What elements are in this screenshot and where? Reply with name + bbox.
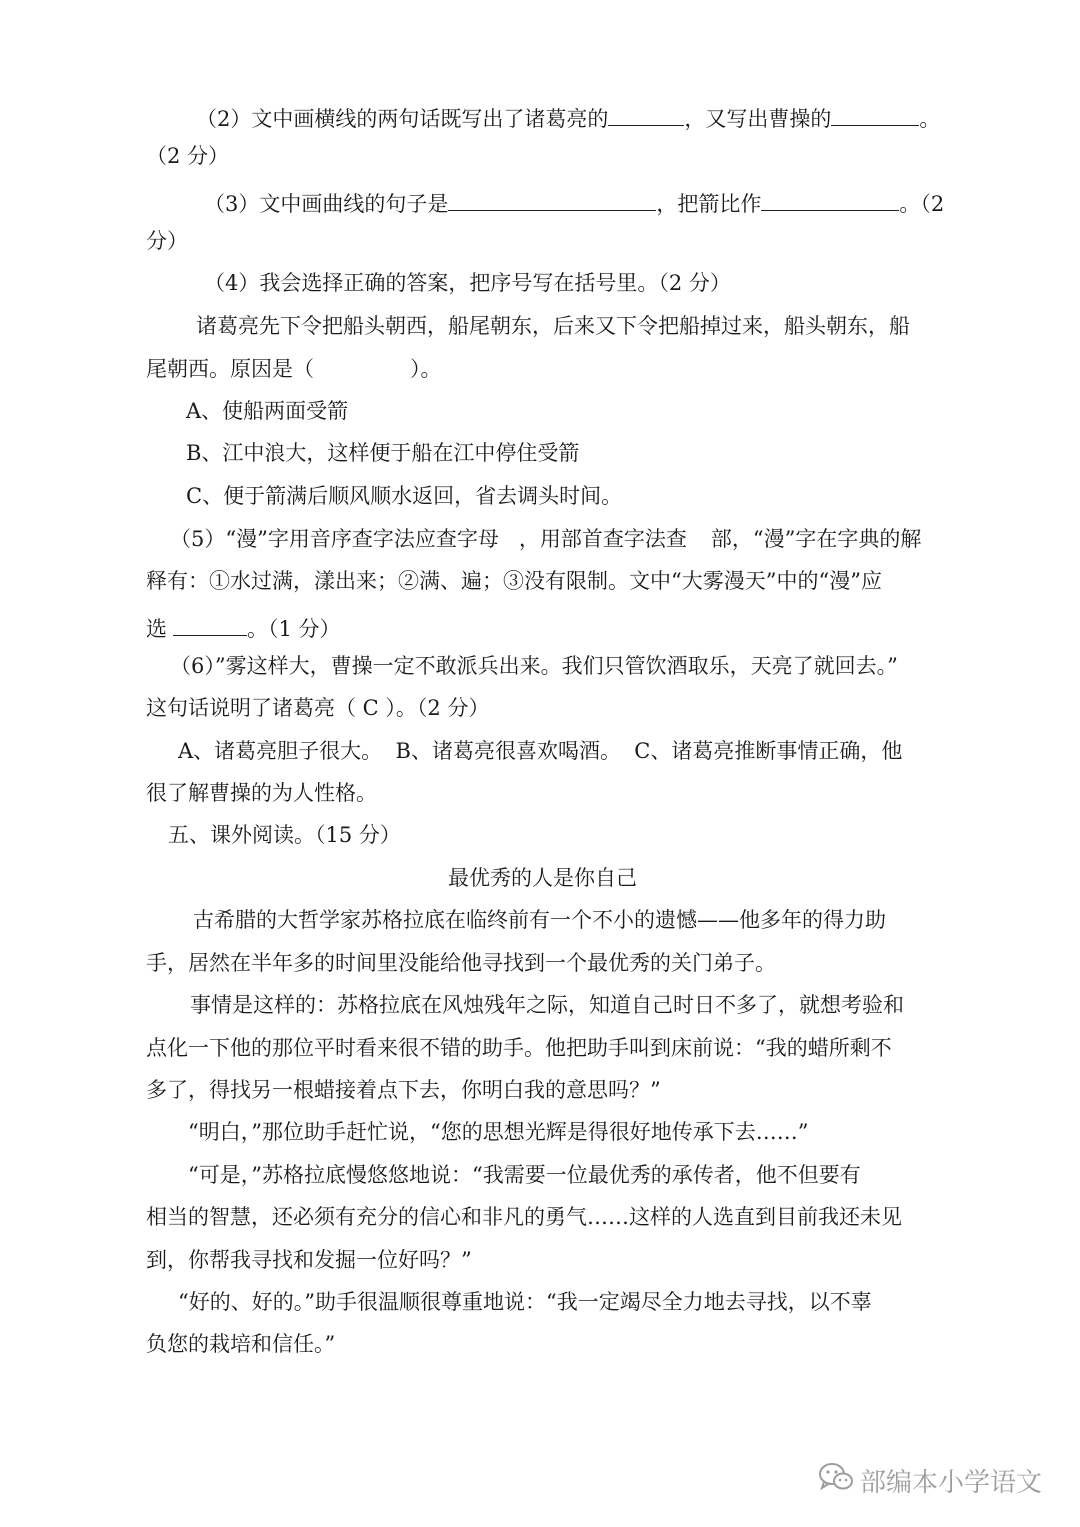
q6-line-2: 这句话说明了诸葛亮（ C ）。（2 分） (146, 696, 490, 720)
q5-blank (173, 613, 247, 636)
article-title: 最优秀的人是你自己 (448, 866, 637, 890)
paragraph-line: 多了，得找另一根蜡接着点下去，你明白我的意思吗？” (146, 1078, 661, 1102)
paragraph-line: 相当的智慧，还必须有充分的信心和非凡的勇气……这样的人选直到目前我还未见 (146, 1205, 902, 1229)
q3-text-b: ，把箭比作 (656, 192, 762, 217)
q4-stem-2-a: 尾朝西。原因是（ (146, 357, 314, 381)
section-5-heading: 五、课外阅读。（15 分） (168, 823, 401, 847)
paragraph-line: 负您的栽培和信任。” (146, 1332, 336, 1356)
paragraph-line: 手，居然在半年多的时间里没能给他寻找到一个最优秀的关门弟子。 (146, 951, 776, 975)
q5-text-b: ，用部首查字法查 (518, 527, 687, 551)
q5-text-a: （5）“漫”字用音序查字法应查字母 (170, 527, 499, 551)
q3-line-2: 分） (146, 229, 188, 253)
wechat-icon (818, 1462, 854, 1499)
paragraph-line: 点化一下他的那位平时看来很不错的助手。他把助手叫到床前说：“我的蜡所剩不 (146, 1036, 892, 1060)
q3-blank-1 (448, 188, 656, 211)
q6-line-1: （6）”雾这样大，曹操一定不敢派兵出来。我们只管饮酒取乐，天亮了就回去。” (170, 654, 898, 678)
q3-text-c: 。（2 (899, 192, 945, 217)
q3-text-a: （3）文中画曲线的句子是 (204, 192, 449, 217)
q4-stem-2 (146, 359, 442, 380)
paragraph-line: 到，你帮我寻找和发掘一位好吗？” (146, 1248, 472, 1272)
q2-blank-1 (608, 103, 684, 126)
q2-text-b: ，又写出曹操的 (684, 107, 832, 132)
paragraph-line: “可是，”苏格拉底慢悠悠地说：“我需要一位最优秀的承传者，他不但要有 (188, 1163, 861, 1187)
paragraph-line: “明白，”那位助手赶忙说，“您的思想光辉是得很好地传承下去……” (188, 1120, 809, 1144)
q5-text-e: 。（1 分） (247, 617, 341, 642)
q2-text-a: （2）文中画横线的两句话既写出了诸葛亮的 (196, 107, 609, 132)
q5-line-1 (170, 529, 921, 550)
q2-blank-2 (831, 103, 919, 126)
q6-line-3: A、诸葛亮胆子很大。 B、诸葛亮很喜欢喝酒。 C、诸葛亮推断事情正确，他 (178, 739, 903, 763)
q4-prompt: （4）我会选择正确的答案，把序号写在括号里。（2 分） (204, 271, 731, 295)
q4-option-c: C、便于箭满后顺风顺水返回，省去调头时间。 (186, 484, 623, 508)
q3-line-1 (204, 188, 944, 215)
q4-option-a: A、使船两面受箭 (186, 399, 349, 423)
q5-line-3 (146, 613, 341, 640)
watermark-text: 部编本小学语文 (860, 1468, 1043, 1498)
q2-text-c: 。 (919, 107, 941, 132)
paragraph-line: 古希腊的大哲学家苏格拉底在临终前有一个不小的遗憾——他多年的得力助 (193, 908, 886, 932)
paragraph-line: “好的、好的。”助手很温顺很尊重地说：“我一定竭尽全力地去寻找，以不辜 (178, 1290, 872, 1314)
q4-option-b: B、江中浪大，这样便于船在江中停住受箭 (186, 441, 580, 465)
q4-stem-1: 诸葛亮先下令把船头朝西，船尾朝东，后来又下令把船掉过来，船头朝东，船 (196, 314, 910, 338)
paragraph-line: 事情是这样的：苏格拉底在风烛残年之际，知道自己时日不多了，就想考验和 (190, 993, 904, 1017)
q3-blank-2 (761, 188, 899, 211)
q6-line-4: 很了解曹操的为人性格。 (146, 781, 377, 805)
q5-line-2: 释有：①水过满，漾出来；②满、遍；③没有限制。文中“大雾漫天”中的“漫”应 (146, 569, 882, 593)
q5-text-c: 部，“漫”字在字典的解 (710, 527, 922, 551)
q5-text-d: 选 (146, 617, 167, 642)
q2-line-2: （2 分） (146, 144, 230, 168)
watermark (818, 1462, 1042, 1499)
q4-stem-2-b: ）。 (410, 357, 442, 381)
q2-line-1 (196, 103, 940, 130)
